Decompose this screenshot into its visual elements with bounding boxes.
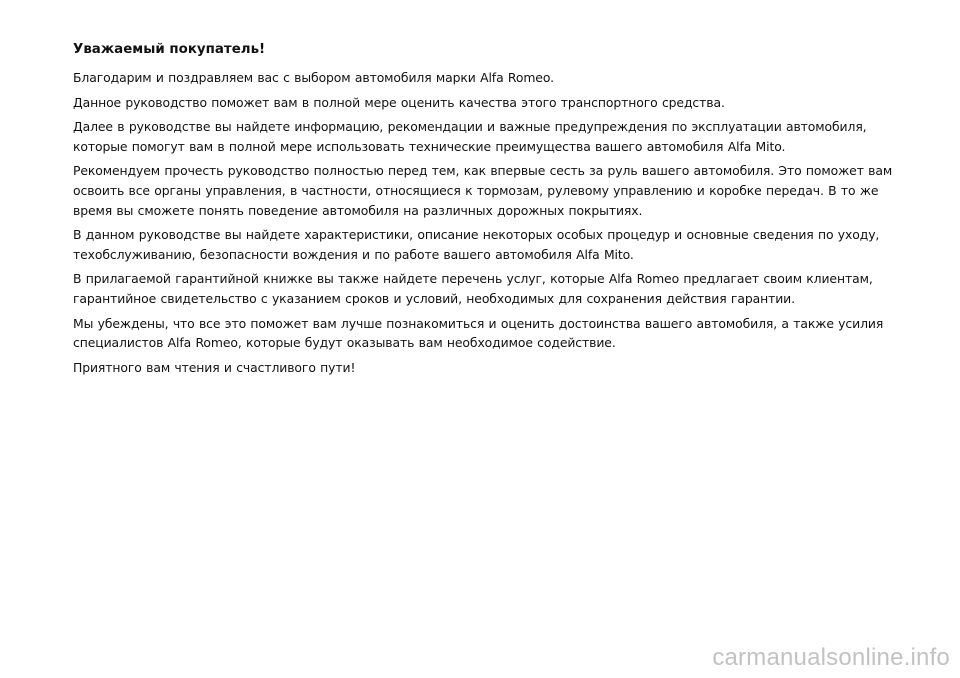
paragraph-thanks: Благодарим и поздравляем вас с выбором автомобиля марки Alfa Romeo. (73, 70, 554, 85)
paragraph-conviction: Мы убеждены, что все это поможет вам лучше познакомиться и оценить достоинства вашего автомобиля, а также усилия специалистов Alfa Romeo, которые будут оказывать вам необходимое содействие. (73, 315, 884, 351)
watermark-text: carmanualsonline.info (712, 644, 950, 671)
paragraph-warranty: В прилагаемой гарантийной книжке вы также найдете перечень услуг, которые Alfa Romeo предлагает своим клиентам, гарантийное свидетельство с указанием сроков и условий, необходимых для сохранения действия гарантии. (73, 271, 873, 306)
paragraph-information: Далее в руководстве вы найдете информацию, рекомендации и важные предупреждения по эксплуатации автомобиля, которые помогут вам в полной мере использовать технические преимущества вашего автомобиля Alfa Mito. (73, 119, 867, 154)
paragraph-closing: Приятного вам чтения и счастливого пути! (73, 359, 356, 375)
paragraph-recommendation: Рекомендуем прочесть руководство полностью перед тем, как впервые сесть за руль вашего автомобиля. Это поможет вам освоить все органы управления, в частности, относящиеся к тормозам, рулевому управлению и коробке передач. В то же время вы сможете понять поведение автомобиля на различных дорожных покрытиях. (73, 163, 893, 218)
paragraph-purpose: Данное руководство поможет вам в полной мере оценить качества этого транспортного средства. (73, 94, 725, 110)
page-heading: Уважаемый покупатель! (73, 42, 266, 57)
paragraph-contents: В данном руководстве вы найдете характеристики, описание некоторых особых процедур и основные сведения по уходу, техобслуживанию, безопасности вождения и по работе вашего автомобиля Alfa Mito. (73, 227, 880, 262)
document-page (73, 40, 893, 382)
